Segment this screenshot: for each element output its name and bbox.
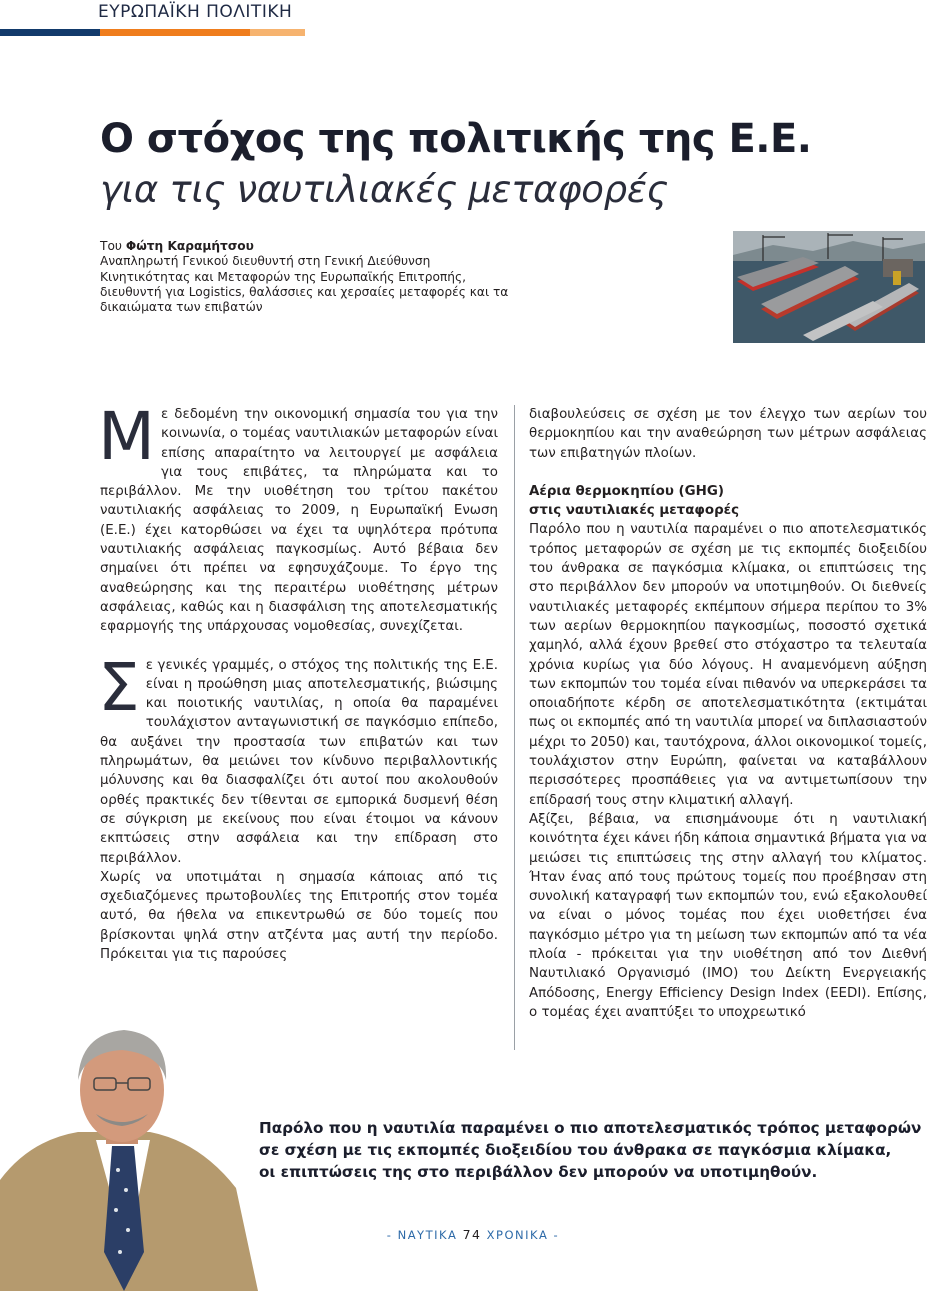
footer-right: ΧΡΟΝΙΚΑ - [486, 1228, 560, 1242]
paragraph-3: Χωρίς να υποτιμάται η σημασία κάποιας από τις σχεδιαζόμενες πρωτοβουλίες της Επιτροπής στον τομέα αυτό, θα ήθελα να επικεντρωθώ σε δύο τομείς που βρίσκονται ψηλά στην ατζέντα μας αυτή την περίοδο. Πρόκειται για τις παρούσες [100, 869, 498, 963]
paragraph-6: Αξίζει, βέβαια, να επισημάνουμε ότι η ναυτιλιακή κοινότητα έχει κάνει ήδη κάποια σημαντικά βήματα για να μειώσει τις επιπτώσεις της στην αλλαγή του κλίματος. Ήταν ένας από τους πρώτους τομείς που προέβησαν στη συνολική καταγραφή των εκπομπών του, ενώ εξακολουθεί να είναι ο μόνος τομέας που έχει υιοθετήσει ένα παγκόσμιο μέτρο για τη μείωση των εκπομπών από τα νέα πλοία - πρόκειται για την υιοθέτηση από τον Διεθνή Ναυτιλιακό Οργανισμό (IMO) του Δείκτη Ενεργειακής Απόδοσης, Energy Efficiency Design Index (EEDI). Επίσης, ο τομέας έχει αναπτύξει το υποχρεωτικό [529, 811, 927, 1020]
section-heading-line1: Αέρια θερμοκηπίου (GHG) [529, 483, 724, 499]
page-number: 74 [462, 1227, 482, 1242]
byline [100, 239, 510, 315]
paragraph-1-text: ε δεδομένη την οικονομική σημασία του για την κοινωνία, ο τομέας ναυτιλιακών μεταφορών είναι επίσης απαραίτητο να λειτουργεί με ασφάλεια για τους επιβάτες, τα πληρώματα και το περιβάλλον. Με την υιοθέτηση του τρίτου πακέτου ναυτιλιακής ασφάλειας το 2009, η Ευρωπαϊκή Ενωση (Ε.Ε.) έχει κατορθώσει να έχει τα υψηλότερα πρότυπα ναυτιλιακής ασφάλειας παγκοσμίως. Αυτό βέβαια δεν σημαίνει ότι πρέπει να εφησυχάζουμε. Το έργο της αναθεώρησης και της περαιτέρω υιοθέτησης μέτρων ασφάλειας, καθώς και η διασφάλιση της αποτελεσματικής εφαρμογής της υπάρχουσας νομοθεσίας, συνεχίζεται. [100, 407, 498, 635]
section-label: ΕΥΡΩΠΑΪΚΗ ΠΟΛΙΤΙΚΗ [98, 2, 293, 22]
paragraph-1 [98, 398, 498, 637]
article-title: Ο στόχος της πολιτικής της Ε.Ε. [100, 116, 812, 162]
header-bar-light-orange [250, 29, 305, 36]
header-bar-blue [0, 29, 100, 36]
author-portrait-illustration [0, 1020, 258, 1291]
dropcap-s: Σ [98, 648, 140, 726]
pull-quote-line1: Παρόλο που η ναυτιλία παραμένει ο πιο αποτελεσματικός τρόπος μεταφορών [259, 1119, 922, 1137]
pull-quote-line3: οι επιπτώσεις της στο περιβάλλον δεν μπορούν να υποτιμηθούν. [259, 1163, 818, 1181]
paragraph-5: Παρόλο που η ναυτιλία παραμένει ο πιο αποτελεσματικός τρόπος μεταφορών σε σχέση με τις εκπομπές διοξειδίου του άνθρακα σε παγκόσμια κλίμακα, οι επιπτώσεις της στο περιβάλλον δεν μπορούν να υποτιμηθούν. Οι διεθνείς ναυτιλιακές μεταφορές εκπέμπουν σήμερα περίπου το 3% των αερίων θερμοκηπίου παγκοσμίως, ποσοστό σχετικά χαμηλό, αλλά έχουν βρεθεί στο στόχαστρο τα τελευταία χρόνια κυρίως για δύο λόγους. Η αναμενόμενη αύξηση των εκπομπών του τομέα είναι πιθανόν να υπερκεράσει τα οποιαδήποτε κέρδη σε αποτελεσματικότητα (εκτιμάται πως οι εκπομπές από τη ναυτιλία μπορεί να διπλασιαστούν μέχρι το 2050) και, ταυτόχρονα, άλλοι οικονομικοί τομείς, τουλάχιστον στην Ευρώπη, φαίνεται να καταβάλλουν περισσότερες προσπάθειες για να αντιμετωπίσουν την επίδρασή τους στην κλιματική αλλαγή. [529, 522, 927, 808]
paragraph-2-text: ε γενικές γραμμές, ο στόχος της πολιτικής της Ε.Ε. είναι η προώθηση μιας αποτελεσματικής, βιώσιμης και ποιοτικής ναυτιλίας, η οποία θα παραμένει τουλάχιστον ανταγωνιστική σε παγκόσμιο επίπεδο, θα αυξάνει την προστασία των επιβατών και των πληρωμάτων, θα μειώνει τον κίνδυνο περιβαλλοντικής μόλυνσης και θα διασφαλίζει ότι αυτοί που ακολουθούν ορθές πρακτικές δεν τίθενται σε εμπορικά δυσμενή θέση σε σύγκριση με εκείνους που είναι έτοιμοι να κάνουν εκπτώσεις στην ασφάλεια και την επίδραση στο περιβάλλον. [100, 657, 498, 866]
author-role: Αναπληρωτή Γενικού διευθυντή στη Γενική Διεύθυνση Κινητικότητας και Μεταφορών της Ευρωπαϊκής Επιτροπής, διευθυντή για Logistics, θαλάσσιες και χερσαίες μεταφορές και τα δικαιώματα των επιβατών [100, 254, 509, 315]
dropcap-m: Μ [98, 398, 155, 475]
article-subtitle: για τις ναυτιλιακές μεταφορές [100, 168, 668, 211]
header-bar-orange [100, 29, 250, 36]
byline-prefix: Του [100, 239, 122, 253]
paragraph-4: διαβουλεύσεις σε σχέση με τον έλεγχο των αερίων του θερμοκηπίου και την αναθεώρηση των μέτρων ασφάλειας των επιβατηγών πλοίων. [529, 407, 927, 461]
section-heading-line2: στις ναυτιλιακές μεταφορές [529, 503, 740, 519]
shipyard-photo [733, 231, 925, 343]
shipyard-illustration [733, 231, 925, 343]
author-portrait [0, 1020, 258, 1291]
pull-quote [259, 1117, 929, 1183]
page-footer [0, 1227, 946, 1242]
right-column [529, 405, 927, 1022]
paragraph-2 [98, 648, 498, 868]
pull-quote-line2: σε σχέση με τις εκπομπές διοξειδίου του άνθρακα σε παγκόσμια κλίμακα, [259, 1141, 892, 1159]
left-column [98, 398, 498, 964]
footer-left: - ΝΑΥΤΙΚΑ [386, 1228, 458, 1242]
author-name: Φώτη Καραμήτσου [125, 239, 254, 253]
column-divider [514, 405, 515, 1050]
